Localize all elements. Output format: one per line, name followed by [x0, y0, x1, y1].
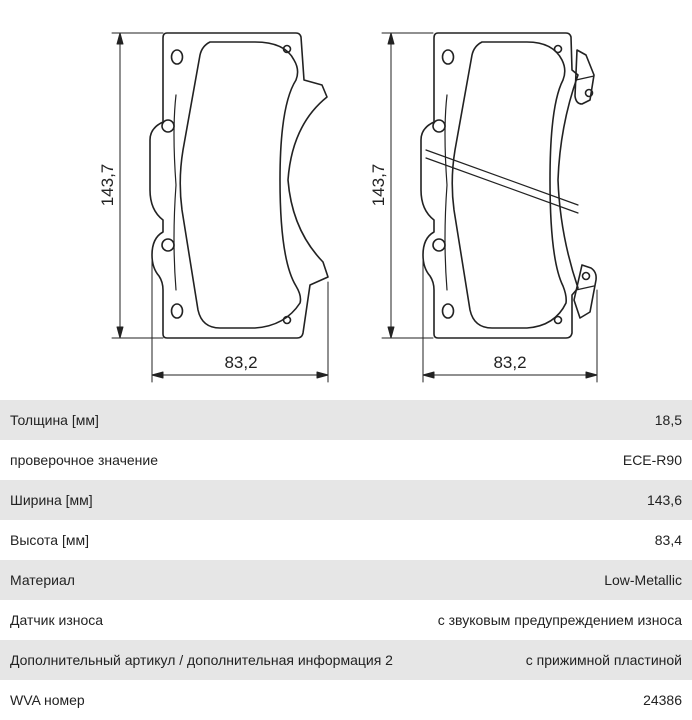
right-wear-sensor-wire-a — [426, 150, 578, 205]
spec-label: Дополнительный артикул / дополнительная информация 2 — [0, 640, 418, 680]
spec-label: Датчик износа — [0, 600, 418, 640]
right-clip-top-tab — [576, 76, 594, 80]
table-row — [0, 560, 692, 600]
table-row — [0, 400, 692, 440]
left-mount-hole-bottom — [172, 304, 183, 318]
spec-value: Low-Metallic — [418, 560, 692, 600]
right-height-dimension — [382, 33, 433, 338]
spec-label: Толщина [мм] — [0, 400, 418, 440]
right-friction-pad — [452, 42, 566, 328]
spec-table — [0, 400, 692, 720]
table-row — [0, 640, 692, 680]
spec-label: Ширина [мм] — [0, 480, 418, 520]
right-height-label: 143,7 — [369, 163, 388, 207]
spec-value: ECE-R90 — [418, 440, 692, 480]
right-backing-plate — [421, 33, 578, 338]
right-clip-hole-bottom — [583, 273, 590, 280]
right-mount-hole-lower-mid — [433, 239, 445, 251]
left-height-label: 143,7 — [98, 163, 117, 207]
spec-value: с прижимной пластиной — [418, 640, 692, 680]
right-pad-view — [369, 33, 597, 382]
left-mount-hole-upper-mid — [162, 120, 174, 132]
left-mount-hole-lower-mid — [162, 239, 174, 251]
spec-value: с звуковым предупреждением износа — [418, 600, 692, 640]
left-friction-pad — [180, 42, 300, 328]
left-height-dimension — [112, 33, 163, 338]
right-small-hole-bottom — [555, 317, 562, 324]
spec-label: проверочное значение — [0, 440, 418, 480]
table-row — [0, 680, 692, 720]
right-mount-hole-upper-mid — [433, 120, 445, 132]
table-row — [0, 440, 692, 480]
right-small-hole-top — [555, 46, 562, 53]
spec-value: 143,6 — [418, 480, 692, 520]
left-pad-view — [98, 33, 328, 382]
table-row — [0, 600, 692, 640]
left-backing-plate — [150, 33, 328, 338]
spec-label: Материал — [0, 560, 418, 600]
spec-value: 24386 — [418, 680, 692, 720]
right-wear-sensor-wire-b — [426, 158, 578, 213]
left-mount-hole-top — [172, 50, 183, 64]
spec-label: Высота [мм] — [0, 520, 418, 560]
table-row — [0, 520, 692, 560]
spec-value: 83,4 — [418, 520, 692, 560]
table-row — [0, 480, 692, 520]
right-mount-hole-top — [443, 50, 454, 64]
spec-value: 18,5 — [418, 400, 692, 440]
spec-label: WVA номер — [0, 680, 418, 720]
left-width-label: 83,2 — [224, 353, 258, 372]
right-width-label: 83,2 — [493, 353, 527, 372]
right-mount-hole-bottom — [443, 304, 454, 318]
